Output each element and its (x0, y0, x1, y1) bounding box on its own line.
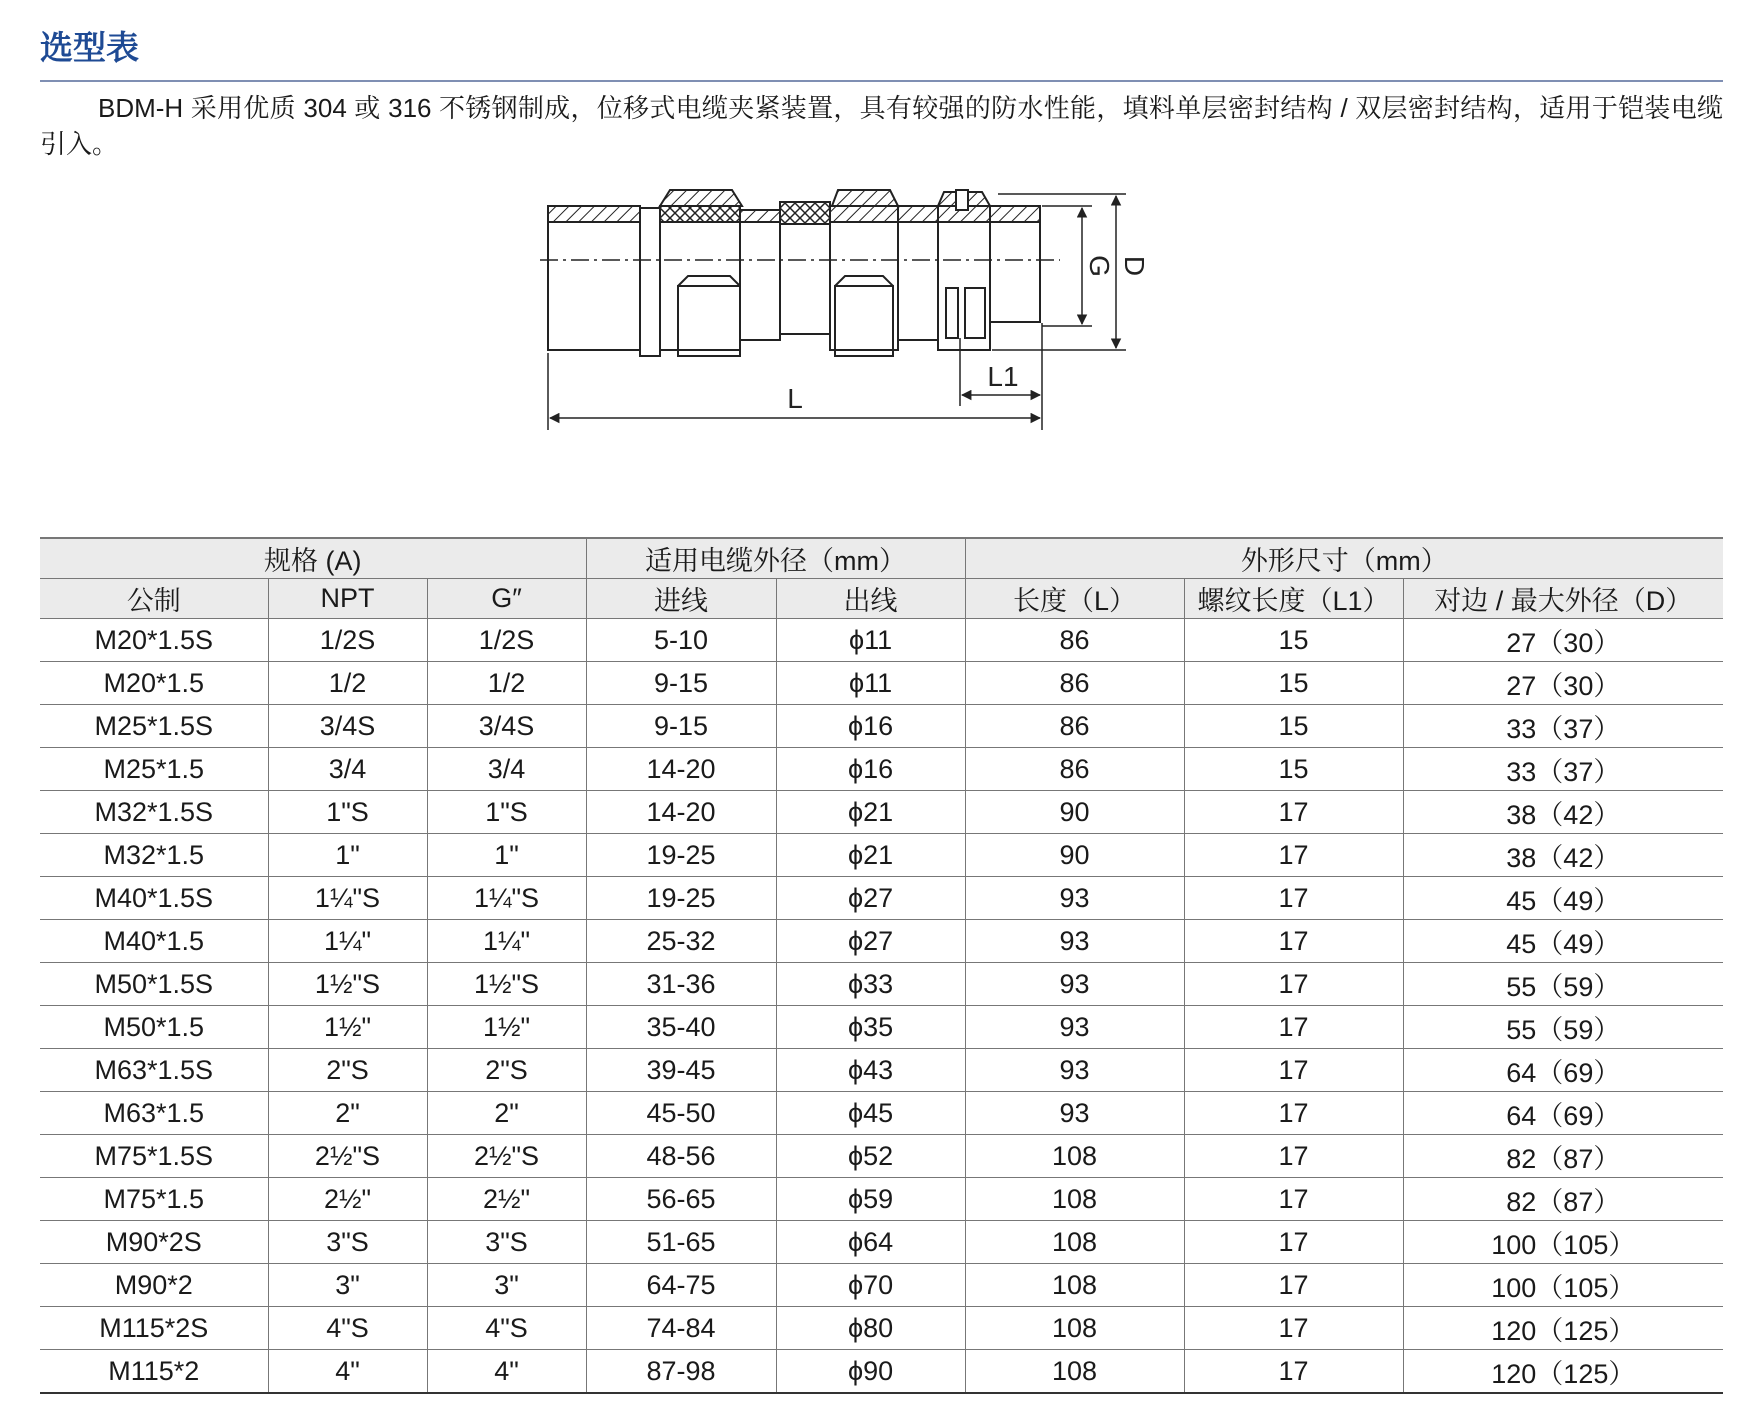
cell-outer-diameter: 33（37） (1403, 705, 1723, 748)
cell-inlet: 64-75 (586, 1264, 776, 1307)
cell-outer-diameter: 64（69） (1403, 1092, 1723, 1135)
cell-inlet: 5-10 (586, 619, 776, 662)
cell-thread-length: 15 (1184, 705, 1403, 748)
cell-outlet: ϕ70 (776, 1264, 965, 1307)
table-row (40, 1178, 1723, 1221)
cell-outer-diameter: 45（49） (1403, 877, 1723, 920)
table-row (40, 619, 1723, 662)
table-row (40, 920, 1723, 963)
cell-metric: M50*1.5 (40, 1006, 268, 1049)
header-cable-diameter-group: 适用电缆外径（mm） (586, 538, 965, 579)
cell-outlet: ϕ59 (776, 1178, 965, 1221)
cell-inlet: 39-45 (586, 1049, 776, 1092)
cell-npt: 1/2S (268, 619, 427, 662)
cell-g: 1½" (427, 1006, 586, 1049)
cell-inlet: 74-84 (586, 1307, 776, 1350)
cell-outlet: ϕ16 (776, 748, 965, 791)
cell-metric: M50*1.5S (40, 963, 268, 1006)
cell-thread-length: 17 (1184, 920, 1403, 963)
table-body (40, 619, 1723, 1394)
cell-thread-length: 15 (1184, 662, 1403, 705)
cell-npt: 4"S (268, 1307, 427, 1350)
cell-thread-length: 17 (1184, 1178, 1403, 1221)
cell-g: 3/4 (427, 748, 586, 791)
cell-thread-length: 17 (1184, 1049, 1403, 1092)
cell-metric: M40*1.5S (40, 877, 268, 920)
cell-metric: M32*1.5S (40, 791, 268, 834)
table-row (40, 1307, 1723, 1350)
cell-outer-diameter: 100（105） (1403, 1264, 1723, 1307)
cell-metric: M25*1.5S (40, 705, 268, 748)
table-row (40, 1221, 1723, 1264)
cell-metric: M63*1.5 (40, 1092, 268, 1135)
cell-outer-diameter: 55（59） (1403, 1006, 1723, 1049)
cell-npt: 1¼"S (268, 877, 427, 920)
cell-inlet: 14-20 (586, 791, 776, 834)
cell-thread-length: 17 (1184, 877, 1403, 920)
cell-outlet: ϕ11 (776, 619, 965, 662)
cell-npt: 2"S (268, 1049, 427, 1092)
cell-outer-diameter: 100（105） (1403, 1221, 1723, 1264)
cell-length: 93 (965, 1092, 1184, 1135)
cell-inlet: 31-36 (586, 963, 776, 1006)
cell-length: 90 (965, 791, 1184, 834)
cell-outlet: ϕ21 (776, 834, 965, 877)
cell-thread-length: 17 (1184, 791, 1403, 834)
header-g: G″ (427, 579, 586, 619)
cell-g: 1/2 (427, 662, 586, 705)
cell-inlet: 25-32 (586, 920, 776, 963)
table-row (40, 834, 1723, 877)
table-row (40, 748, 1723, 791)
cell-outlet: ϕ80 (776, 1307, 965, 1350)
cell-length: 86 (965, 662, 1184, 705)
cell-thread-length: 17 (1184, 1006, 1403, 1049)
cell-length: 93 (965, 1006, 1184, 1049)
header-dimensions-group: 外形尺寸（mm） (965, 538, 1723, 579)
cell-inlet: 51-65 (586, 1221, 776, 1264)
dimension-lines (540, 194, 1126, 430)
cell-outlet: ϕ27 (776, 920, 965, 963)
cell-inlet: 87-98 (586, 1350, 776, 1394)
cable-gland-technical-drawing (520, 178, 1240, 498)
cell-npt: 3/4S (268, 705, 427, 748)
cell-thread-length: 17 (1184, 834, 1403, 877)
table-row (40, 791, 1723, 834)
cell-npt: 3" (268, 1264, 427, 1307)
cell-outer-diameter: 38（42） (1403, 834, 1723, 877)
table-row (40, 877, 1723, 920)
cell-inlet: 45-50 (586, 1092, 776, 1135)
cell-length: 93 (965, 920, 1184, 963)
cell-npt: 2½"S (268, 1135, 427, 1178)
cell-length: 108 (965, 1221, 1184, 1264)
cell-outer-diameter: 27（30） (1403, 619, 1723, 662)
cell-metric: M63*1.5S (40, 1049, 268, 1092)
cell-outlet: ϕ43 (776, 1049, 965, 1092)
cell-outlet: ϕ35 (776, 1006, 965, 1049)
product-description: BDM-H 采用优质 304 或 316 不锈钢制成，位移式电缆夹紧装置，具有较强的防水性能，填料单层密封结构 / 双层密封结构，适用于铠装电缆引入。 (40, 93, 1723, 159)
cell-outer-diameter: 27（30） (1403, 662, 1723, 705)
cell-outlet: ϕ52 (776, 1135, 965, 1178)
cell-length: 108 (965, 1350, 1184, 1394)
cell-inlet: 14-20 (586, 748, 776, 791)
cell-metric: M75*1.5 (40, 1178, 268, 1221)
cell-g: 2"S (427, 1049, 586, 1092)
dimension-label-l1: L1 (987, 361, 1019, 392)
cell-length: 86 (965, 748, 1184, 791)
cell-npt: 1" (268, 834, 427, 877)
cell-length: 90 (965, 834, 1184, 877)
header-spec-group: 规格 (A) (40, 538, 586, 579)
cell-metric: M90*2S (40, 1221, 268, 1264)
cell-thread-length: 17 (1184, 1221, 1403, 1264)
cell-metric: M25*1.5 (40, 748, 268, 791)
cell-metric: M20*1.5 (40, 662, 268, 705)
cell-outlet: ϕ27 (776, 877, 965, 920)
header-outer-diameter: 对边 / 最大外径（D） (1403, 579, 1723, 619)
cell-npt: 3/4 (268, 748, 427, 791)
cell-thread-length: 17 (1184, 1307, 1403, 1350)
cell-outlet: ϕ21 (776, 791, 965, 834)
gland-body (548, 190, 1040, 356)
cell-outer-diameter: 45（49） (1403, 920, 1723, 963)
header-outlet: 出线 (776, 579, 965, 619)
cell-npt: 1¼" (268, 920, 427, 963)
cell-outlet: ϕ16 (776, 705, 965, 748)
dimension-label-g: G (1084, 255, 1115, 277)
cell-length: 108 (965, 1264, 1184, 1307)
cell-g: 3/4S (427, 705, 586, 748)
cell-g: 1¼" (427, 920, 586, 963)
cell-thread-length: 17 (1184, 963, 1403, 1006)
cell-inlet: 19-25 (586, 877, 776, 920)
cell-inlet: 19-25 (586, 834, 776, 877)
cell-outer-diameter: 64（69） (1403, 1049, 1723, 1092)
cell-outer-diameter: 120（125） (1403, 1350, 1723, 1394)
cell-length: 86 (965, 705, 1184, 748)
cell-g: 2½"S (427, 1135, 586, 1178)
cell-g: 3" (427, 1264, 586, 1307)
cell-outer-diameter: 82（87） (1403, 1178, 1723, 1221)
cell-outlet: ϕ64 (776, 1221, 965, 1264)
cell-g: 4" (427, 1350, 586, 1394)
cell-outer-diameter: 120（125） (1403, 1307, 1723, 1350)
cell-g: 1" (427, 834, 586, 877)
cell-metric: M75*1.5S (40, 1135, 268, 1178)
cell-g: 1½"S (427, 963, 586, 1006)
cell-inlet: 56-65 (586, 1178, 776, 1221)
cell-thread-length: 17 (1184, 1264, 1403, 1307)
cell-outlet: ϕ45 (776, 1092, 965, 1135)
cell-metric: M90*2 (40, 1264, 268, 1307)
cell-metric: M20*1.5S (40, 619, 268, 662)
cell-outlet: ϕ90 (776, 1350, 965, 1394)
cell-length: 93 (965, 963, 1184, 1006)
dimension-label-d: D (1119, 255, 1150, 277)
table-row (40, 705, 1723, 748)
cell-g: 3"S (427, 1221, 586, 1264)
cell-outer-diameter: 55（59） (1403, 963, 1723, 1006)
cell-g: 2" (427, 1092, 586, 1135)
table-row (40, 1264, 1723, 1307)
cell-thread-length: 17 (1184, 1350, 1403, 1394)
cell-length: 93 (965, 1049, 1184, 1092)
cell-npt: 2" (268, 1092, 427, 1135)
cell-g: 1"S (427, 791, 586, 834)
table-row (40, 963, 1723, 1006)
header-thread-length: 螺纹长度（L1） (1184, 579, 1403, 619)
cell-thread-length: 15 (1184, 748, 1403, 791)
dimension-label-l: L (787, 383, 803, 414)
cell-inlet: 48-56 (586, 1135, 776, 1178)
cell-metric: M40*1.5 (40, 920, 268, 963)
cell-npt: 4" (268, 1350, 427, 1394)
header-length: 长度（L） (965, 579, 1184, 619)
title-divider (40, 80, 1723, 82)
cell-g: 1/2S (427, 619, 586, 662)
table-row (40, 1006, 1723, 1049)
header-metric: 公制 (40, 579, 268, 619)
table-row (40, 1350, 1723, 1394)
table-row (40, 1092, 1723, 1135)
cell-g: 4"S (427, 1307, 586, 1350)
cell-thread-length: 17 (1184, 1092, 1403, 1135)
cell-length: 108 (965, 1178, 1184, 1221)
cell-inlet: 9-15 (586, 705, 776, 748)
cell-thread-length: 17 (1184, 1135, 1403, 1178)
cell-outer-diameter: 38（42） (1403, 791, 1723, 834)
cell-g: 2½" (427, 1178, 586, 1221)
cell-metric: M115*2 (40, 1350, 268, 1394)
cell-npt: 3"S (268, 1221, 427, 1264)
cell-length: 108 (965, 1307, 1184, 1350)
cell-npt: 1/2 (268, 662, 427, 705)
header-inlet: 进线 (586, 579, 776, 619)
cell-metric: M115*2S (40, 1307, 268, 1350)
cell-npt: 1"S (268, 791, 427, 834)
cell-npt: 1½" (268, 1006, 427, 1049)
cell-length: 108 (965, 1135, 1184, 1178)
cell-outlet: ϕ33 (776, 963, 965, 1006)
selection-table (40, 537, 1723, 1394)
cell-inlet: 35-40 (586, 1006, 776, 1049)
cell-outer-diameter: 82（87） (1403, 1135, 1723, 1178)
table-row (40, 662, 1723, 705)
cell-npt: 2½" (268, 1178, 427, 1221)
cell-outlet: ϕ11 (776, 662, 965, 705)
cell-outer-diameter: 33（37） (1403, 748, 1723, 791)
header-npt: NPT (268, 579, 427, 619)
cell-inlet: 9-15 (586, 662, 776, 705)
table-row (40, 1135, 1723, 1178)
table-row (40, 1049, 1723, 1092)
cell-npt: 1½"S (268, 963, 427, 1006)
cell-g: 1¼"S (427, 877, 586, 920)
page-title: 选型表 (40, 29, 139, 66)
cell-length: 93 (965, 877, 1184, 920)
cell-metric: M32*1.5 (40, 834, 268, 877)
cell-length: 86 (965, 619, 1184, 662)
cell-thread-length: 15 (1184, 619, 1403, 662)
